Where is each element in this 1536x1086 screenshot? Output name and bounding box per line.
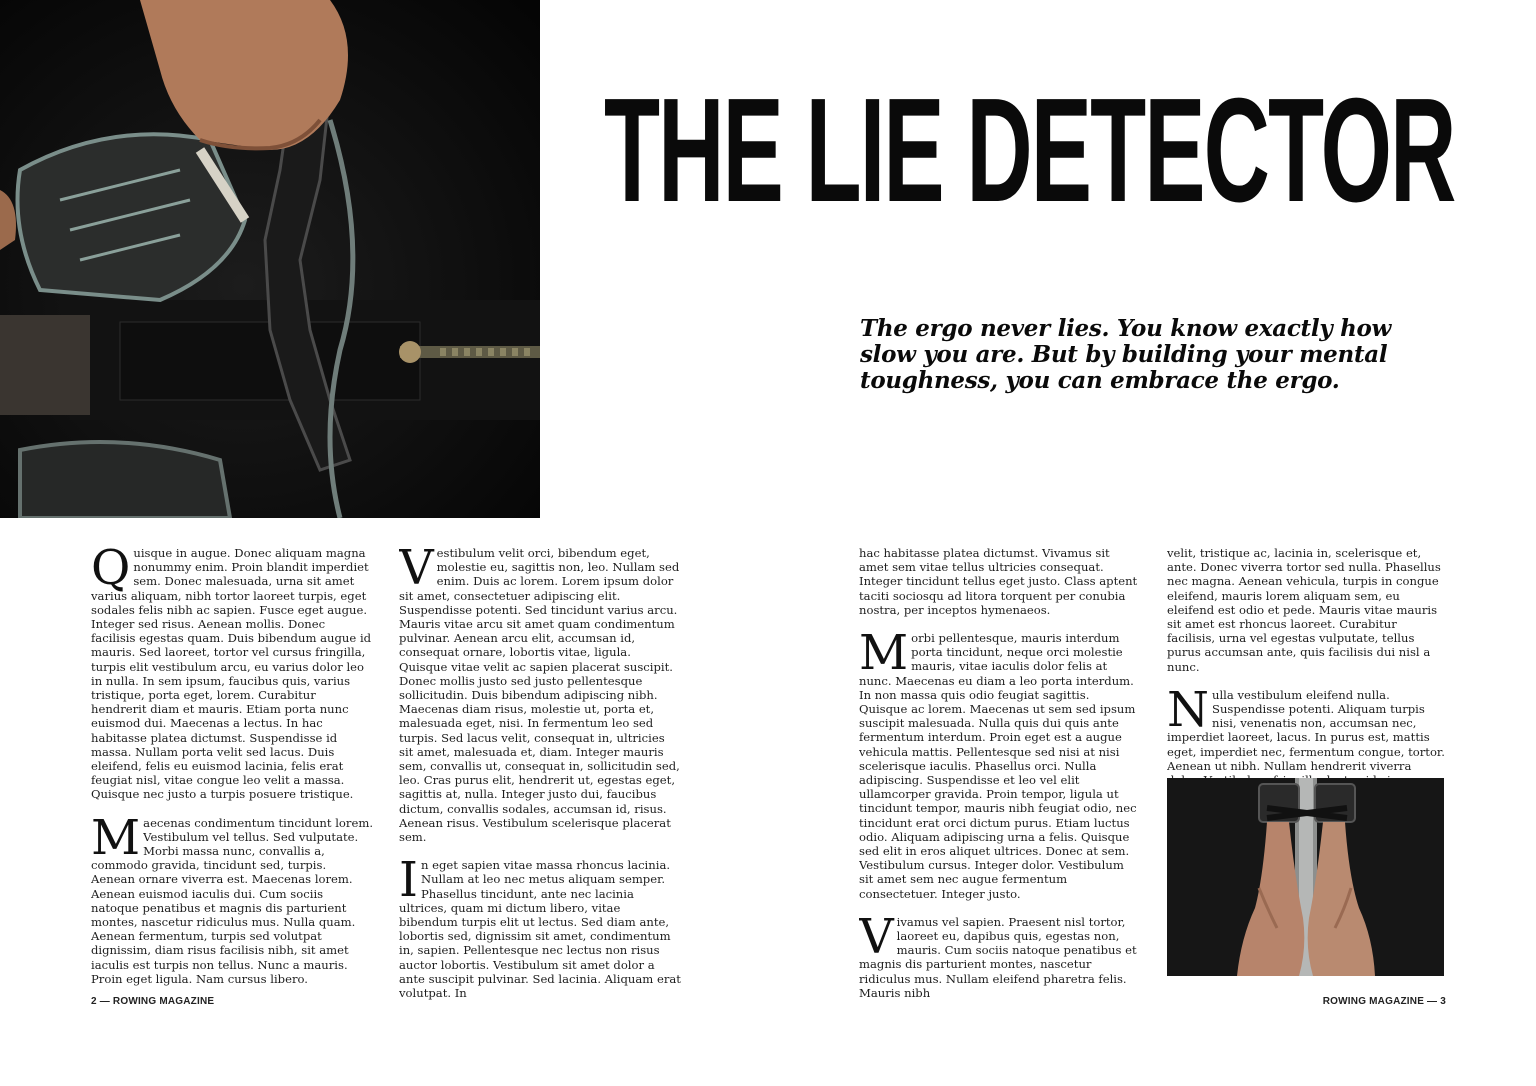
paragraph (399, 852, 681, 1001)
body-column-1 (91, 546, 373, 1000)
headline: THE LIE DETECTOR (604, 68, 1455, 233)
legs-photo (1167, 778, 1444, 976)
paragraph-text: estibulum velit orci, bibendum eget, molestie eu, sagittis non, leo. Nullam sed enim. Duis ac lorem. Lorem ipsum dolor sit amet, consectetuer adipiscing elit. Suspendisse potenti. Sed tincidunt varius arcu. Mauris vitae arcu sit amet quam condimentum pulvinar. Aenean arcu elit, accumsan id, consequat ornare, lobortis vitae, ligula. Quisque vitae velit ac sapien placerat suscipit. Donec mollis justo sed justo pellentesque sollicitudin. Duis bibendum adipiscing nibh. Maecenas diam risus, molestie ut, porta et, malesuada eget, nisi. In fermentum leo sed turpis. Sed lacus velit, consequat in, ultricies sit amet, malesuada et, diam. Integer mauris sem, convallis ut, consequat in, sollicitudin sed, leo. Cras purus elit, hendrerit ut, egestas eget, sagittis at, nulla. Integer justo dui, faucibus dictum, convallis sodales, accumsan id, risus. Aenean risus. Vestibulum scelerisque placerat sem. (399, 546, 680, 845)
folio-left: 2 — ROWING MAGAZINE (91, 996, 215, 1007)
paragraph-text: orbi pellentesque, mauris interdum porta tincidunt, neque orci molestie mauris, vitae iaculis dolor felis at nunc. Maecenas eu diam a leo porta interdum. In non massa quis odio feugiat sagittis. Quisque ac lorem. Maecenas ut sem sed ipsum suscipit malesuada. Nulla quis dui quis ante fermentum interdum. Proin eget est a augue vehicula mattis. Pellentesque sed nisi at nisi scelerisque iaculis. Phasellus orci. Nulla adipiscing. Suspendisse et leo vel elit ullamcorper gravida. Proin tempor, ligula ut tincidunt tempor, mauris nibh feugiat odio, nec tincidunt erat orci dictum purus. Etiam luctus odio. Aliquam adipiscing urna a felis. Quisque sed elit in eros aliquet ultrices. Donec at sem. Vestibulum cursus. Integer dolor. Vestibulum sit amet sem nec augue fermentum consectetuer. Integer justo. (859, 631, 1137, 901)
paragraph-text: hac habitasse platea dictumst. Vivamus sit amet sem vitae tellus ultricies consequat. Integer tincidunt tellus eget justo. Class aptent taciti sociosqu ad litora torquent per conubia nostra, per inceptos hymenaeos. (859, 546, 1138, 617)
paragraph-text: uisque in augue. Donec aliquam magna nonummy enim. Proin blandit imperdiet sem. Donec malesuada, urna sit amet varius aliquam, nibh tortor laoreet turpis, eget sodales felis nibh ac sapien. Fusce eget augue. Integer sed risus. Aenean mollis. Donec facilisis egestas quam. Duis bibendum augue id mauris. Sed laoreet, tortor vel cursus fringilla, turpis elit vestibulum arcu, eu varius dolor leo in nulla. In sem ipsum, faucibus quis, varius tristique, porta eget, lorem. Curabitur hendrerit diam et mauris. Etiam porta nunc euismod dui. Maecenas a lectus. In hac habitasse platea dictumst. Suspendisse id massa. Nullam porta velit sed lacus. Duis eleifend, felis eu euismod lacinia, felis erat feugiat nisl, vitae congue leo velit a massa. Quisque nec justo a turpis posuere tristique. (91, 546, 372, 802)
drop-cap: V (399, 546, 434, 596)
paragraph (859, 908, 1141, 1000)
paragraph (91, 546, 373, 802)
drop-cap: I (399, 852, 418, 909)
drop-cap: N (1167, 681, 1209, 738)
paragraph-text: velit, tristique ac, lacinia in, scelerisque et, ante. Donec viverra tortor sed nulla. Phasellus nec magna. Aenean vehicula, turpis in congue eleifend, mauris lorem aliquam sem, eu eleifend est odio et pede. Mauris vitae mauris sit amet est rhoncus laoreet. Curabitur facilisis, urna vel egestas vulputate, tellus purus accumsan ante, quis facilisis dui nisl a nunc. (1167, 546, 1441, 674)
rowing-machine-handle-illustration (0, 0, 540, 518)
paragraph-text: aecenas condimentum tincidunt lorem. Vestibulum vel tellus. Sed vulputate. Morbi massa nunc, convallis a, commodo gravida, tincidunt sed, turpis. Aenean ornare viverra est. Maecenas lorem. Aenean euismod iaculis dui. Cum sociis natoque penatibus et magnis dis parturient montes, nascetur ridiculus mus. Nulla quam. Aenean fermentum, turpis sed volutpat dignissim, diam risus facilisis nibh, sit amet iaculis est turpis non tellus. Nunc a mauris. Proin eget ligula. Nam cursus libero. (91, 815, 373, 986)
paragraph (399, 546, 681, 844)
paragraph-text: ulla vestibulum eleifend nulla. Suspendisse potenti. Aliquam turpis nisi, venenatis non, accumsan nec, imperdiet laoreet, lacus. In purus est, mattis eget, imperdiet nec, fermentum congue, tortor. Aenean ut nibh. Nullam hendrerit viverra (1167, 687, 1445, 773)
hero-photo (0, 0, 540, 518)
folio-right: ROWING MAGAZINE — 3 (1322, 996, 1446, 1007)
drop-cap: Q (91, 546, 131, 596)
body-column-3 (859, 546, 1141, 1014)
rower-legs-illustration (1167, 778, 1444, 976)
paragraph (91, 809, 373, 986)
paragraph (859, 546, 1141, 617)
body-column-2 (399, 546, 681, 1014)
drop-cap: M (91, 809, 141, 866)
body-column-4 (1167, 546, 1447, 815)
paragraph-text: ivamus vel sapien. Praesent nisl tortor, laoreet eu, dapibus quis, egestas non, mauris. Cum sociis natoque penatibus et magnis dis parturient montes, nascetur ridiculus mus. Nullam eleifend pharetra felis. Mauris nibh (859, 914, 1137, 1000)
drop-cap: V (859, 908, 894, 965)
paragraph (1167, 546, 1447, 674)
standfirst: The ergo never lies. You know exactly how slow you are. But by building your mental toughness, you can embrace the ergo. (860, 315, 1392, 394)
paragraph-text: n eget sapien vitae massa rhoncus lacinia. Nullam at leo nec metus aliquam semper. Phasellus tincidunt, ante nec lacinia ultrices, quam mi dictum libero, vitae bibendum turpis elit ut lectus. Sed diam ante, lobortis sed, dignissim sit amet, condimentum in, sapien. Pellentesque nec lectus non risus auctor lobortis. Vestibulum sit amet dolor a ante suscipit pulvinar. Sed lacinia. Aliquam erat volutpat. In (399, 858, 681, 1001)
drop-cap: M (859, 625, 909, 682)
paragraph (859, 625, 1141, 901)
